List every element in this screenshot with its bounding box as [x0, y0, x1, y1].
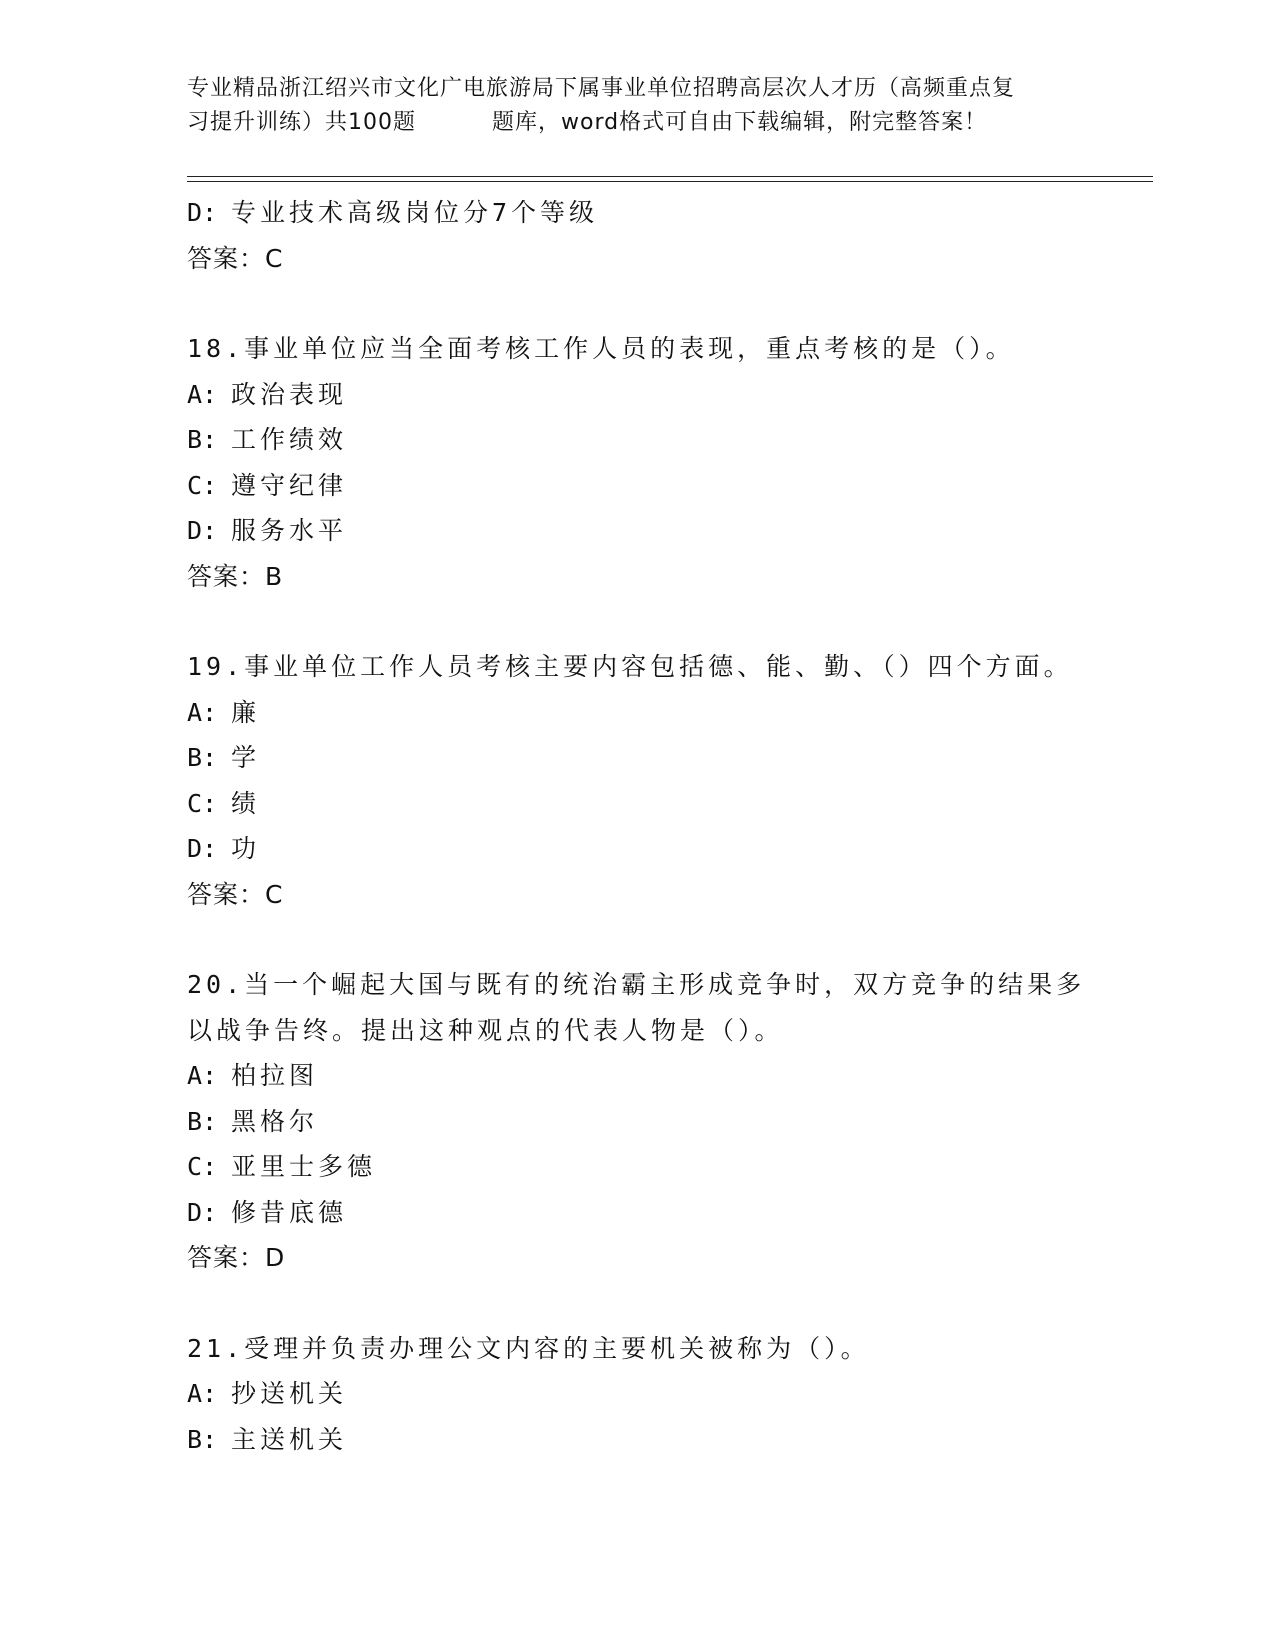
question-title: 21.受理并负责办理公文内容的主要机关被称为（）。	[187, 1333, 870, 1363]
option-b	[187, 1417, 1107, 1463]
answer-line: 答案：B	[187, 561, 284, 591]
option-text: 专业技术高级岗位分7个等级	[231, 198, 599, 227]
option-label: C:	[187, 788, 218, 818]
option-label: C:	[187, 1152, 218, 1181]
question-20	[187, 962, 1107, 1281]
question-21	[187, 1326, 1107, 1463]
option-label: B:	[187, 425, 218, 454]
partial-question	[187, 190, 1107, 281]
header-line-2-right: 题库，word格式可自由下载编辑，附完整答案！	[492, 110, 988, 135]
option-b	[187, 417, 1107, 463]
option-text: 柏拉图	[231, 1061, 319, 1090]
answer-line: 答案：D	[187, 1243, 286, 1272]
question-19	[187, 644, 1107, 917]
option-label: B:	[187, 1106, 218, 1136]
header-line-2	[187, 106, 1087, 140]
option-label: B:	[187, 1424, 218, 1454]
option-label: B:	[187, 743, 218, 772]
question-18	[187, 326, 1107, 599]
option-text: 功	[231, 834, 261, 863]
option-label: D:	[187, 198, 218, 227]
option-label: D:	[187, 834, 218, 863]
option-text: 廉	[231, 697, 261, 727]
option-b	[187, 1099, 1107, 1145]
option-label: A:	[187, 1379, 218, 1408]
option-label: A:	[187, 1061, 218, 1090]
option-text: 服务水平	[231, 516, 348, 545]
header-rule-bottom	[187, 181, 1153, 182]
option-c	[187, 463, 1107, 509]
option-d	[187, 508, 1107, 554]
header-rule-top	[187, 176, 1153, 177]
answer-line: 答案：C	[187, 243, 284, 273]
option-text: 绩	[231, 788, 261, 818]
option-text: 学	[231, 743, 261, 772]
answer-line: 答案：C	[187, 879, 284, 909]
question-content	[187, 190, 1107, 1462]
option-text: 政治表现	[231, 379, 348, 409]
option-d	[187, 190, 1107, 236]
option-b	[187, 735, 1107, 781]
option-a	[187, 372, 1107, 418]
option-label: A:	[187, 697, 218, 727]
option-text: 黑格尔	[231, 1106, 319, 1136]
page-header	[187, 72, 1087, 140]
header-line-1: 专业精品浙江绍兴市文化广电旅游局下属事业单位招聘高层次人才历（高频重点复	[187, 76, 1016, 101]
option-d	[187, 826, 1107, 872]
option-text: 工作绩效	[231, 425, 348, 454]
option-a	[187, 690, 1107, 736]
option-text: 亚里士多德	[231, 1152, 377, 1181]
option-c	[187, 781, 1107, 827]
option-text: 遵守纪律	[231, 470, 348, 500]
header-line-2-left: 习提升训练）共100题	[187, 110, 416, 135]
option-d	[187, 1190, 1107, 1236]
question-title: 19.事业单位工作人员考核主要内容包括德、能、勤、（）四个方面。	[187, 652, 1073, 681]
option-c	[187, 1144, 1107, 1190]
option-label: A:	[187, 379, 218, 409]
option-label: C:	[187, 470, 218, 500]
option-text: 抄送机关	[231, 1379, 348, 1408]
option-text: 主送机关	[231, 1424, 348, 1454]
option-text: 修昔底德	[231, 1197, 348, 1227]
question-title: 18.事业单位应当全面考核工作人员的表现，重点考核的是（）。	[187, 334, 1015, 363]
option-a	[187, 1371, 1107, 1417]
question-title-line-2: 以战争告终。提出这种观点的代表人物是（）。	[187, 1015, 784, 1045]
question-title-line-1: 20.当一个崛起大国与既有的统治霸主形成竞争时，双方竞争的结果多	[187, 970, 1086, 999]
option-label: D:	[187, 1197, 218, 1227]
option-a	[187, 1053, 1107, 1099]
option-label: D:	[187, 516, 218, 545]
